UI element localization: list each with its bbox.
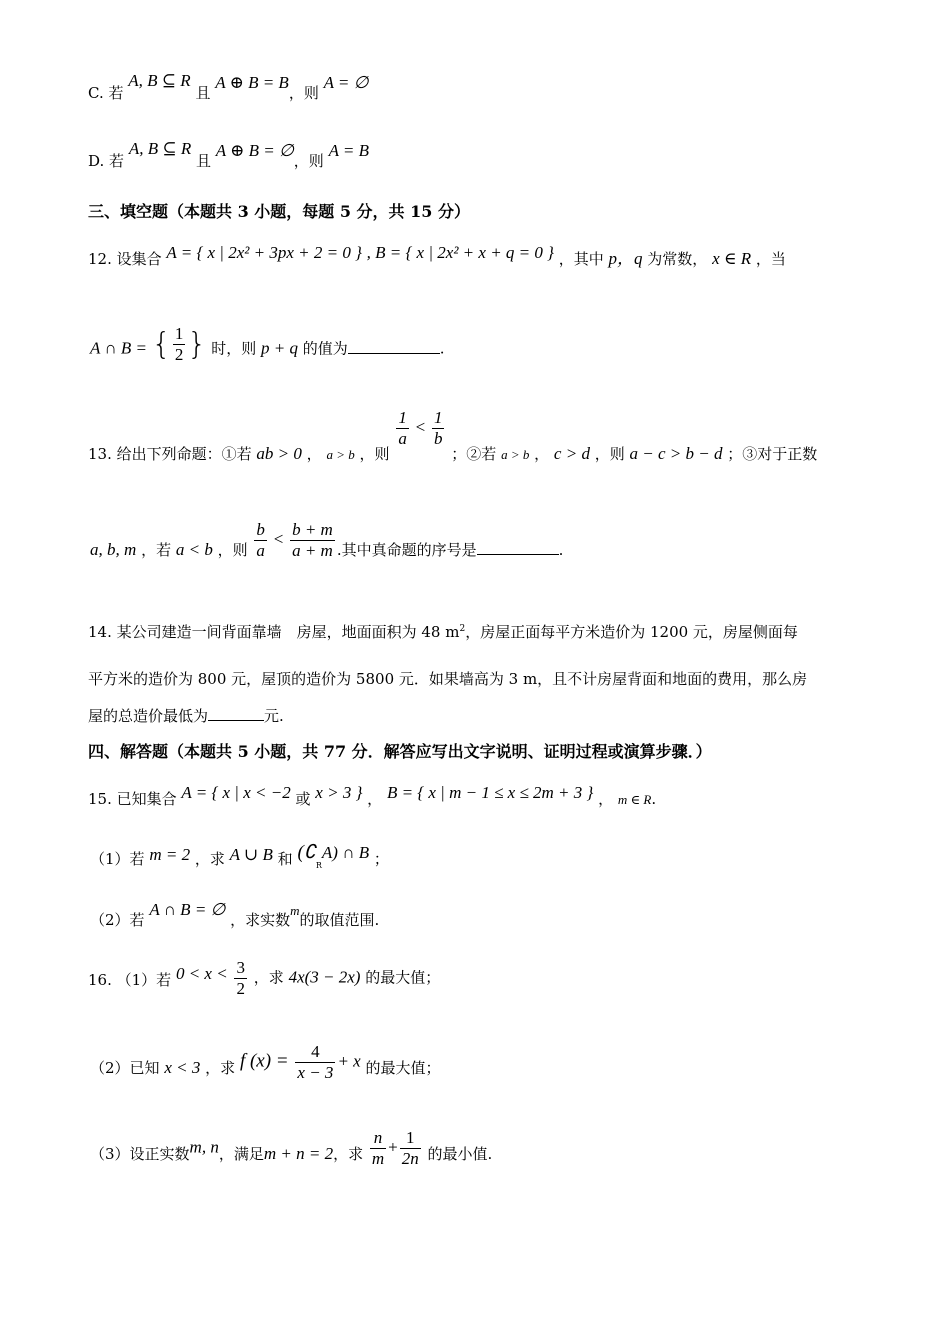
q12-answer-blank[interactable] xyxy=(348,339,440,354)
left-brace-icon: { xyxy=(151,326,171,362)
q15-set-a: A = { x | x < −2 xyxy=(181,783,291,802)
q15-p1-and: 和 xyxy=(277,850,293,868)
q12-end: . xyxy=(439,339,445,358)
option-c-cond2: A ⊕ B = B xyxy=(215,73,289,92)
q15-comma2: ， xyxy=(598,790,614,808)
q15-p1-ask: ，求 xyxy=(194,850,225,868)
q13-frac-3a-den: a xyxy=(256,541,265,560)
q13-frac-1a-den: a xyxy=(398,429,407,448)
option-d-label: D. 若 xyxy=(88,152,125,170)
q16-p2-frac xyxy=(295,1042,335,1083)
right-brace-icon: } xyxy=(187,326,207,362)
q15-p2-end: 的取值范围. xyxy=(299,911,380,929)
q14-line3a: 屋的总造价最低为 xyxy=(88,707,209,725)
q16-p2-ask: ，求 xyxy=(205,1058,236,1077)
option-c-result: A = ∅ xyxy=(323,73,369,92)
q14-line3 xyxy=(88,705,284,727)
option-c-cond1: A, B ⊆ R xyxy=(128,71,191,90)
q13-vars: a, b, m xyxy=(90,539,137,559)
q13-then3: ，则 xyxy=(217,540,248,559)
q15-part2 xyxy=(90,900,380,932)
q15-p1-cond: m = 2 xyxy=(149,845,191,864)
q15-p2-cond: A ∩ B = ∅ xyxy=(149,900,226,919)
q13-less-than-1: < xyxy=(415,417,426,437)
q13-frac-3b-den: a + m xyxy=(292,541,333,560)
q16-p3-end: 的最小值. xyxy=(427,1144,493,1163)
option-d-then: ，则 xyxy=(293,152,324,170)
q12-text5: 的值为 xyxy=(302,339,348,358)
q13-result2: a − c > b − d xyxy=(629,443,723,463)
q16-p2-cond: x < 3 xyxy=(164,1057,201,1077)
q13-prefix: 13. 给出下列命题：①若 xyxy=(88,444,252,463)
q16-p3-frac1-num: n xyxy=(373,1128,383,1147)
q16-p2-prefix: （2）已知 xyxy=(90,1058,160,1077)
q15-m-in-r: m ∈ R xyxy=(617,792,652,807)
q16-p3-ask: ，求 xyxy=(333,1144,364,1163)
q12-xr: x ∈ R xyxy=(712,249,752,268)
q16-p2-den: x − 3 xyxy=(297,1063,334,1082)
q15-p1-sub: R xyxy=(315,861,322,870)
q12-line2 xyxy=(90,324,445,365)
option-c-label: C. 若 xyxy=(88,84,124,102)
q14-line1b: 房屋，地面面积为 48 m xyxy=(296,623,460,641)
q12-text4: 时，则 xyxy=(211,339,257,358)
q16-p3-frac1 xyxy=(370,1128,386,1169)
q16-p3-cond: m + n = 2 xyxy=(263,1143,334,1163)
q14-answer-blank[interactable] xyxy=(208,706,264,721)
q16-part3 xyxy=(90,1128,492,1169)
option-d-cond2: A ⊕ B = ∅ xyxy=(215,141,294,160)
q13-cond3: a > b xyxy=(501,446,530,462)
q12-text1: ，其中 xyxy=(558,250,604,268)
option-c xyxy=(88,71,369,104)
section-3-heading: 三、填空题（本题共 3 小题，每题 5 分，共 15 分） xyxy=(88,202,470,221)
q15-p2-ask: ，求实数 xyxy=(230,911,291,929)
q14-sup: 2 xyxy=(459,624,466,634)
q15-set-a2: x > 3 } xyxy=(315,783,363,802)
q13-frac-3a-num: b xyxy=(256,520,265,539)
q13-less-than-2: < xyxy=(273,529,284,549)
q16-p3-plus: + xyxy=(388,1137,398,1157)
q12-prefix: 12. 设集合 xyxy=(88,250,162,268)
q15-or: 或 xyxy=(295,790,311,808)
q15-set-b: B = { x | m − 1 ≤ x ≤ 2m + 3 } xyxy=(386,783,594,802)
q12-pq: p，q xyxy=(608,249,643,268)
q12-line1 xyxy=(88,243,786,270)
q15-part1 xyxy=(90,842,389,877)
q12-text2: 为常数， xyxy=(647,250,708,268)
option-d-and: 且 xyxy=(196,152,212,170)
q16-p1-end: 的最大值； xyxy=(365,968,441,987)
q16-part2 xyxy=(90,1042,441,1083)
section-4-heading: 四、解答题（本题共 5 小题，共 77 分．解答应写出文字说明、证明过程或演算步骤．） xyxy=(88,742,712,761)
q13-sep2: ， xyxy=(534,444,550,463)
q16-p3-frac2-den: 2n xyxy=(401,1149,419,1168)
q13-then2: ，则 xyxy=(594,444,625,463)
q13-line2 xyxy=(90,520,563,561)
q13-p2: ；②若 xyxy=(451,444,497,463)
q12-set-b: , B = { x | 2x² + x + q = 0 } xyxy=(366,243,554,262)
q13-sep1: ， xyxy=(306,444,322,463)
q12-half xyxy=(173,324,186,365)
q16-p3-frac2-num: 1 xyxy=(406,1128,415,1147)
q13-tail: .其中真命题的序号是 xyxy=(336,540,477,559)
q15-end: . xyxy=(651,790,657,808)
q14-line3b: 元. xyxy=(264,707,284,725)
q16-p1-ask: ，求 xyxy=(253,968,284,987)
q16-p2-end: 的最大值； xyxy=(365,1058,441,1077)
q13-if3: ，若 xyxy=(141,540,172,559)
q16-p3-prefix: （3）设正实数 xyxy=(90,1144,190,1163)
q13-end: . xyxy=(558,540,564,559)
q13-frac-1a-num: 1 xyxy=(398,408,407,427)
q15-p1-intersect: A) ∩ B xyxy=(321,843,370,862)
q15-prefix: 15. 已知集合 xyxy=(88,790,177,808)
q15-comma: ， xyxy=(367,790,383,808)
q12-half-set xyxy=(152,324,207,365)
q16-p3-vars: m, n xyxy=(189,1137,219,1157)
q13-then1: ，则 xyxy=(359,444,390,463)
q13-frac-3b-num: b + m xyxy=(292,520,333,539)
q13-cond4: c > d xyxy=(553,443,590,463)
q16-p1-num: 3 xyxy=(236,958,245,977)
q15-p1-complement: (∁ xyxy=(297,842,316,863)
q14-line1c: ，房屋正面每平方米造价为 1200 元，房屋侧面每 xyxy=(465,623,798,641)
q12-half-den: 2 xyxy=(174,345,184,364)
option-c-then: ，则 xyxy=(288,84,319,102)
q16-p3-cond-pre: ，满足 xyxy=(218,1144,264,1163)
q15-p2-prefix: （2）若 xyxy=(90,911,145,929)
q16-p1-frac xyxy=(234,958,247,999)
q16-p2-num: 4 xyxy=(311,1042,320,1061)
q13-cond1: ab > 0 xyxy=(256,443,302,463)
q12-intersection: A ∩ B = xyxy=(90,338,147,358)
q13-cond2: a > b xyxy=(326,446,355,462)
option-d-cond1: A, B ⊆ R xyxy=(128,139,192,158)
option-d xyxy=(88,139,370,172)
q16-p1-cond: 0 < x < xyxy=(175,963,228,983)
q15-p1-prefix: （1）若 xyxy=(90,850,145,868)
q13-frac-3b xyxy=(290,520,335,561)
q13-frac-1a xyxy=(396,408,409,449)
q12-half-num: 1 xyxy=(174,324,184,343)
q16-p2-plus: + x xyxy=(337,1051,361,1071)
q14-line1a: 14. 某公司建造一间背面靠墙 xyxy=(88,623,282,641)
option-c-and: 且 xyxy=(195,84,211,102)
q12-text3: ，当 xyxy=(755,250,786,268)
q13-line1 xyxy=(88,408,818,463)
q13-answer-blank[interactable] xyxy=(477,540,559,555)
q16-p1-expr: 4x(3 − 2x) xyxy=(288,967,361,987)
q13-frac-1b-den: b xyxy=(433,429,443,448)
q16-p1-den: 2 xyxy=(236,979,245,998)
q16-p1-prefix: 16. （1）若 xyxy=(88,970,172,989)
q16-p3-frac2 xyxy=(400,1128,421,1169)
q13-frac-3a xyxy=(254,520,267,561)
q15-p1-union: A ∪ B xyxy=(229,845,273,864)
q16-p3-frac1-den: m xyxy=(371,1149,385,1168)
q15-p1-end: ； xyxy=(373,850,389,868)
q15-line1 xyxy=(88,783,657,811)
q13-p3: ；③对于正数 xyxy=(727,444,818,463)
q13-cond5: a < b xyxy=(175,539,213,559)
q16-part1 xyxy=(88,958,440,999)
q13-frac-1b xyxy=(432,408,445,449)
q13-frac-1b-num: 1 xyxy=(433,408,443,427)
q12-p-plus-q: p + q xyxy=(261,338,298,358)
q12-set-a: A = { x | 2x² + 3px + 2 = 0 } xyxy=(166,243,362,262)
q14-line1 xyxy=(88,618,798,643)
q16-p2-fx: f (x) = xyxy=(239,1050,289,1072)
q15-p2-var: m xyxy=(290,903,300,918)
q14-line2: 平方米的造价为 800 元，屋顶的造价为 5800 元．如果墙高为 3 m，且不计房屋背面和地面的费用，那么房 xyxy=(88,670,808,688)
option-d-result: A = B xyxy=(328,141,370,160)
